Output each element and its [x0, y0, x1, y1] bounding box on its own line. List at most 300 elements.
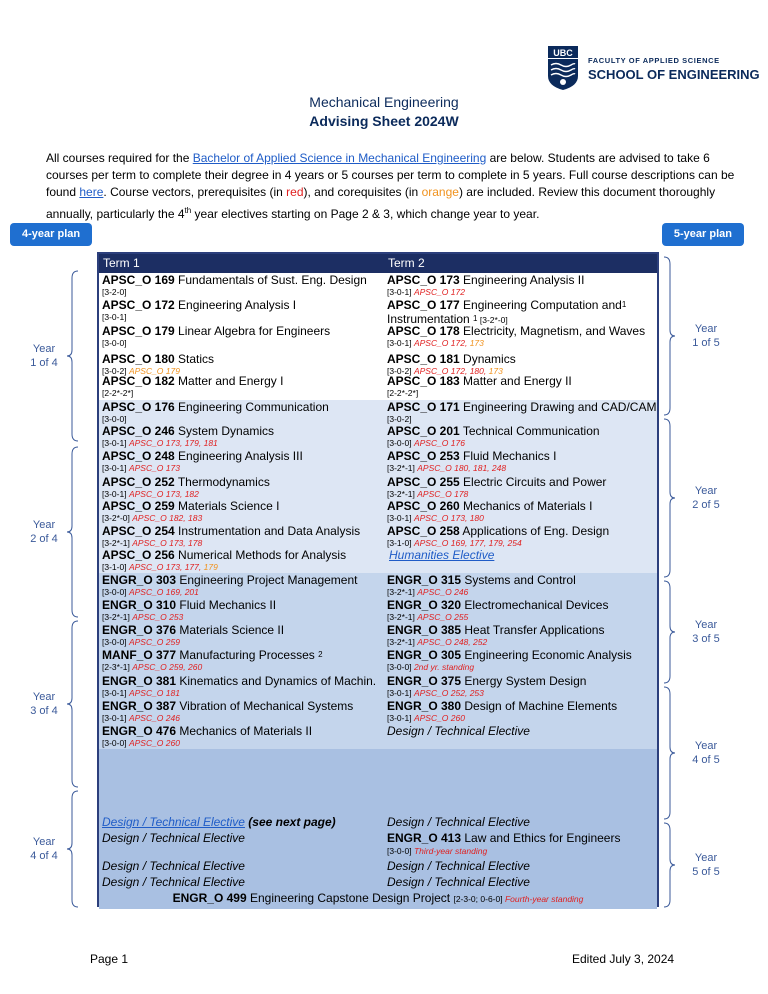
term1-course-cell — [102, 548, 382, 573]
intro-text: . Course vectors, prerequisites (in — [103, 185, 287, 200]
course-meta — [102, 463, 382, 474]
course-title — [102, 724, 382, 738]
page-subtitle: Advising Sheet 2024W — [309, 113, 459, 129]
logo-school-text: SCHOOL OF ENGINEERING — [588, 67, 760, 82]
course-code: APSC_O 255 — [387, 475, 460, 489]
course-code: MANF_O 377 — [102, 648, 177, 662]
course-meta — [387, 637, 657, 648]
course-title — [387, 499, 657, 513]
course-vector: [3-0-2] — [387, 366, 414, 376]
course-name: Mechanics of Materials II — [176, 724, 313, 738]
course-title — [387, 674, 657, 688]
course-code: ENGR_O 305 — [387, 648, 462, 662]
brace-icon — [662, 256, 676, 416]
corequisites: 173 — [488, 366, 503, 376]
course-code: APSC_O 183 — [387, 374, 460, 388]
year-bracket — [662, 822, 676, 908]
course-title — [387, 400, 657, 414]
course-vector: [3-0-1] — [102, 438, 129, 448]
brace-icon — [662, 418, 676, 578]
course-name: Technical Communication — [459, 424, 600, 438]
prerequisites: APSC_O 259, 260 — [132, 662, 203, 672]
humanities-elective-link[interactable]: Humanities Elective — [389, 548, 495, 562]
year-bracket — [662, 418, 676, 578]
term2-course-cell — [387, 324, 657, 349]
course-title — [387, 598, 657, 612]
prerequisites: APSC_O 172 — [413, 287, 465, 297]
course-meta — [102, 388, 382, 399]
page-number: Page 1 — [90, 952, 129, 966]
course-title — [387, 324, 657, 338]
course-code: APSC_O 253 — [387, 449, 460, 463]
prerequisites: APSC_O 169, 177, 179, 254 — [413, 538, 522, 548]
course-vector: [3-2*-1] — [387, 637, 418, 647]
term1-course-cell — [102, 324, 382, 349]
course-code: ENGR_O 320 — [387, 598, 462, 612]
brace-icon — [66, 790, 80, 908]
intro-text: ) are included. Review this document thoroughly annually, particularly the 4 — [46, 185, 716, 221]
course-code: APSC_O 254 — [102, 524, 175, 538]
course-name: Instrumentation and Data Analysis — [174, 524, 361, 538]
table-header — [99, 254, 657, 273]
course-code: ENGR_O 380 — [387, 699, 462, 713]
course-vector: [3-0-0] — [102, 338, 127, 348]
prerequisites: APSC_O 173, 182 — [128, 489, 199, 499]
course-name: Engineering Project Management — [176, 573, 358, 587]
brace-icon — [662, 686, 676, 820]
course-vector: [3-2*-1] — [387, 612, 418, 622]
course-title — [387, 648, 657, 662]
term2-course-cell — [387, 374, 657, 399]
course-descriptions-link[interactable]: here — [79, 185, 104, 200]
course-title — [102, 598, 382, 612]
ubc-logo — [548, 46, 760, 94]
course-code: APSC_O 248 — [102, 449, 175, 463]
prerequisites: APSC_O 173, 179, 181 — [128, 438, 218, 448]
term1-course-cell — [102, 598, 382, 623]
course-code: APSC_O 260 — [387, 499, 460, 513]
prerequisites: APSC_O 182, 183 — [132, 513, 203, 523]
course-meta — [102, 612, 382, 623]
course-title — [387, 475, 657, 489]
course-vector: [3-0-0] — [387, 438, 414, 448]
prerequisites: APSC_O 246 — [417, 587, 469, 597]
term1-course-cell — [102, 374, 382, 399]
brace-icon — [66, 270, 80, 442]
year-label: Year 1 of 4 — [30, 343, 58, 369]
course-title — [102, 648, 382, 662]
capstone-row — [99, 891, 657, 906]
elective-text: Design / Technical Elective — [102, 831, 245, 845]
course-vector: [3-0-1] — [387, 513, 414, 523]
course-title — [102, 324, 382, 338]
course-meta — [102, 287, 382, 298]
course-meta — [102, 312, 382, 323]
course-vector: [3-0-0] — [102, 637, 129, 647]
prerequisites: APSC_O 260 — [128, 738, 180, 748]
course-code: APSC_O 181 — [387, 352, 460, 366]
humanities-elective-link — [387, 548, 657, 562]
course-meta — [387, 463, 657, 474]
prerequisites: APSC_O 178 — [417, 489, 469, 499]
course-title — [387, 524, 657, 538]
year-label: Year 3 of 5 — [692, 619, 720, 645]
course-name: Fluid Mechanics II — [176, 598, 277, 612]
course-code: ENGR_O 499 — [172, 891, 247, 905]
design-technical-elective-link[interactable]: Design / Technical Elective — [102, 815, 245, 829]
course-meta — [102, 338, 382, 349]
course-meta — [387, 388, 657, 399]
course-title — [102, 548, 382, 562]
course-title — [387, 699, 657, 713]
term1-course-cell — [102, 648, 382, 673]
course-name: Matter and Energy II — [459, 374, 572, 388]
prerequisites: APSC_O 169, 201 — [128, 587, 199, 597]
intro-text: ), and corequisites (in — [303, 185, 422, 200]
course-code: APSC_O 201 — [387, 424, 460, 438]
course-name: Instrumentation — [387, 312, 474, 326]
course-meta — [387, 287, 657, 298]
course-name: Heat Transfer Applications — [461, 623, 605, 637]
course-code: ENGR_O 413 — [387, 831, 462, 845]
prerequisites: APSC_O 176 — [413, 438, 465, 448]
course-title — [102, 699, 382, 713]
year-bracket — [662, 686, 676, 820]
course-title — [102, 674, 382, 688]
course-code: APSC_O 176 — [102, 400, 175, 414]
course-name: Statics — [174, 352, 215, 366]
year-label: Year 1 of 5 — [692, 323, 720, 349]
footnote-marker: 2 — [318, 650, 323, 659]
course-code: APSC_O 169 — [102, 273, 175, 287]
course-name: Electric Circuits and Power — [459, 475, 607, 489]
course-vector: [3-0-1] — [102, 713, 129, 723]
course-meta — [102, 713, 382, 724]
elective-text: Design / Technical Elective — [387, 724, 530, 738]
course-name: System Dynamics — [174, 424, 275, 438]
term1-course-cell — [102, 400, 382, 425]
course-meta — [102, 587, 382, 598]
course-vector: [3-2*-1] — [387, 489, 418, 499]
course-title — [102, 449, 382, 463]
course-meta — [387, 713, 657, 724]
course-code: ENGR_O 376 — [102, 623, 177, 637]
course-name: Engineering Computation and — [459, 298, 622, 312]
term2-course-cell — [387, 273, 657, 298]
course-name: Materials Science I — [174, 499, 280, 513]
year-label: Year 4 of 5 — [692, 740, 720, 766]
course-vector: [3-0-1] — [102, 489, 129, 499]
superscript: th — [184, 205, 192, 215]
term2-course-cell — [387, 648, 657, 673]
course-vector: [3-1-0] — [387, 538, 414, 548]
year-bracket — [662, 580, 676, 684]
brace-icon — [66, 446, 80, 618]
course-code: APSC_O 177 — [387, 298, 460, 312]
prerequisites: APSC_O 181 — [128, 688, 180, 698]
course-vector: [2-3*-1] — [102, 662, 133, 672]
term2-course-cell — [387, 623, 657, 648]
course-name: Engineering Drawing and CAD/CAM — [459, 400, 657, 414]
course-vector: [3-2*-1] — [387, 463, 418, 473]
course-name: Fundamentals of Sust. Eng. Design — [174, 273, 367, 287]
prerequisites: APSC_O 260 — [413, 713, 465, 723]
year-bracket — [66, 790, 80, 908]
course-meta — [102, 513, 382, 524]
prerequisites: APSC_O 173, 178 — [132, 538, 203, 548]
term2-course-cell — [387, 524, 657, 549]
course-vector: [3-0-1] — [102, 312, 127, 322]
course-name: Electromechanical Devices — [461, 598, 609, 612]
course-title — [102, 273, 382, 287]
course-vector: [3-2*-0] — [102, 513, 133, 523]
course-meta — [102, 562, 382, 573]
course-title — [102, 374, 382, 388]
elective-text: Design / Technical Elective — [102, 875, 245, 889]
year-bracket — [66, 446, 80, 618]
course-meta — [387, 587, 657, 598]
course-name: Mechanics of Materials I — [459, 499, 593, 513]
course-code: APSC_O 256 — [102, 548, 175, 562]
course-code: APSC_O 179 — [102, 324, 175, 338]
course-title — [387, 831, 620, 845]
course-table — [97, 252, 659, 907]
prerequisites: APSC_O 172, 180, — [413, 366, 489, 376]
intro-text: All courses required for the — [46, 151, 193, 165]
course-vector: [3-0-1] — [387, 688, 414, 698]
course-code: APSC_O 180 — [102, 352, 175, 366]
course-code: APSC_O 258 — [387, 524, 460, 538]
brace-icon — [662, 580, 676, 684]
course-title — [102, 400, 382, 414]
term1-course-cell — [102, 573, 382, 598]
course-vector: [3-0-1] — [102, 688, 129, 698]
term1-course-cell — [102, 674, 382, 699]
course-title — [387, 424, 657, 438]
term2-course-cell — [387, 548, 657, 562]
course-vector: [2-2*-2*] — [102, 388, 134, 398]
elective-text: Design / Technical Elective — [102, 859, 245, 873]
intro-text: year electives starting on Page 2 & 3, which change year to year. — [191, 206, 540, 221]
year-label: Year 2 of 4 — [30, 519, 58, 545]
course-vector: [3-0-2] — [387, 414, 412, 424]
corequisites: 179 — [203, 562, 218, 572]
term2-course-cell — [387, 598, 657, 623]
course-code: ENGR_O 315 — [387, 573, 462, 587]
term1-course-cell — [102, 273, 382, 298]
term2-header: Term 2 — [388, 256, 425, 270]
course-name: Applications of Eng. Design — [459, 524, 610, 538]
course-name: Engineering Capstone Design Project — [246, 891, 454, 905]
course-code: APSC_O 172 — [102, 298, 175, 312]
term1-course-cell — [102, 424, 382, 449]
course-name: Materials Science II — [176, 623, 285, 637]
course-vector: [3-0-0] — [102, 587, 129, 597]
year-label: Year 5 of 5 — [692, 852, 720, 878]
course-vector: [3-0-0] — [387, 662, 414, 672]
course-title — [387, 352, 657, 366]
prerequisites: APSC_O 252, 253 — [413, 688, 484, 698]
prerequisites: APSC_O 246 — [128, 713, 180, 723]
prerequisites: APSC_O 248, 252 — [417, 637, 488, 647]
term1-course-cell — [102, 449, 382, 474]
course-vector: [3-2-0] — [102, 287, 127, 297]
term1-course-cell — [102, 699, 382, 724]
prerequisites: APSC_O 180, 181, 248 — [417, 463, 507, 473]
term2-course-cell — [387, 699, 657, 724]
corequisites: APSC_O 179 — [128, 366, 180, 376]
svg-text:UBC: UBC — [553, 48, 573, 58]
course-meta — [387, 513, 657, 524]
course-vector: [3-2*-0] — [477, 315, 508, 325]
corequisites: 173 — [469, 338, 484, 348]
course-vector: [3-0-0] — [102, 414, 127, 424]
brace-icon — [662, 822, 676, 908]
course-name: Thermodynamics — [174, 475, 270, 489]
course-code: APSC_O 246 — [102, 424, 175, 438]
course-code: APSC_O 252 — [102, 475, 175, 489]
year-label: Year 3 of 4 — [30, 691, 58, 717]
course-code: ENGR_O 387 — [102, 699, 177, 713]
course-name: Engineering Analysis III — [174, 449, 303, 463]
intro-paragraph — [46, 150, 736, 223]
term2-course-cell — [387, 573, 657, 598]
term2-course-cell — [387, 724, 657, 738]
course-name: Engineering Analysis II — [459, 273, 585, 287]
course-name: Vibration of Mechanical Systems — [176, 699, 354, 713]
course-vector: [2-3-0; 0-6-0] — [453, 894, 505, 904]
program-link[interactable]: Bachelor of Applied Science in Mechanical Engineering — [192, 151, 487, 165]
course-title — [102, 524, 382, 538]
course-vector: [3-2*-1] — [387, 587, 418, 597]
course-meta — [102, 438, 382, 449]
course-title — [387, 298, 657, 312]
elective-row — [102, 815, 336, 829]
course-vector: [3-2*-1] — [102, 538, 133, 548]
year-bracket — [66, 620, 80, 788]
coreq-color-word: orange — [421, 185, 459, 200]
course-code: ENGR_O 385 — [387, 623, 462, 637]
course-title — [387, 573, 657, 587]
course-name: Electricity, Magnetism, and Waves — [459, 324, 646, 338]
course-meta — [387, 612, 657, 623]
course-title — [102, 573, 382, 587]
prerequisites: APSC_O 253 — [132, 612, 184, 622]
term2-course-cell — [387, 298, 657, 327]
course-vector: [3-2*-1] — [102, 612, 133, 622]
course-vector: [3-0-2] — [102, 366, 129, 376]
course-name: Fluid Mechanics I — [459, 449, 557, 463]
course-name: Systems and Control — [461, 573, 576, 587]
prerequisites: Fourth-year standing — [504, 894, 584, 904]
edited-date: Edited July 3, 2024 — [572, 952, 675, 966]
elective-text: Design / Technical Elective — [387, 815, 530, 829]
course-title — [102, 475, 382, 489]
course-code: ENGR_O 476 — [102, 724, 177, 738]
course-title — [102, 352, 382, 366]
course-name: Design of Machine Elements — [461, 699, 618, 713]
course-name: Matter and Energy I — [174, 374, 284, 388]
term1-course-cell — [102, 524, 382, 549]
course-code: APSC_O 259 — [102, 499, 175, 513]
logo-faculty-text: FACULTY OF APPLIED SCIENCE — [588, 56, 720, 65]
course-vector: [3-0-1] — [387, 287, 414, 297]
term1-course-cell — [102, 623, 382, 648]
term2-course-cell — [387, 475, 657, 500]
prerequisites: APSC_O 173 — [128, 463, 180, 473]
course-code: ENGR_O 310 — [102, 598, 177, 612]
course-vector: [3-0-0] — [387, 846, 414, 856]
intro-text: are below. Students are advised to take 6 courses per term to complete their degree in 4 years or 5 courses per term to complete in 5 years. Full course descriptions can be found — [46, 151, 735, 200]
course-meta — [387, 846, 487, 857]
page-title: Mechanical Engineering — [309, 94, 459, 110]
course-meta — [387, 688, 657, 699]
course-code: APSC_O 173 — [387, 273, 460, 287]
course-meta — [102, 688, 382, 699]
course-title — [102, 298, 382, 312]
prerequisites: 2nd yr. standing — [413, 662, 475, 672]
course-vector: [3-0-0] — [102, 738, 129, 748]
five-year-plan-badge: 5-year plan — [662, 223, 744, 246]
course-name: Energy System Design — [461, 674, 587, 688]
year-bracket — [662, 256, 676, 416]
course-code: ENGR_O 381 — [102, 674, 177, 688]
four-year-plan-badge: 4-year plan — [10, 223, 92, 246]
term1-course-cell — [102, 298, 382, 323]
term2-course-cell — [387, 449, 657, 474]
year-bracket — [66, 270, 80, 442]
course-name: Linear Algebra for Engineers — [174, 324, 331, 338]
prerequisites: APSC_O 173, 177, — [128, 562, 204, 572]
course-vector: [3-0-1] — [102, 463, 129, 473]
prerequisites: APSC_O 172, — [413, 338, 470, 348]
course-name: Dynamics — [459, 352, 516, 366]
course-code: APSC_O 182 — [102, 374, 175, 388]
ubc-shield-icon — [548, 46, 578, 90]
course-meta — [102, 637, 382, 648]
course-title — [102, 499, 382, 513]
footnote-marker: 1 — [473, 314, 478, 323]
course-title — [387, 623, 657, 637]
elective-note: (see next page) — [244, 815, 336, 829]
course-title — [387, 273, 657, 287]
course-vector: [3-1-0] — [102, 562, 129, 572]
term1-header: Term 1 — [103, 256, 140, 270]
course-vector: [3-0-1] — [387, 338, 414, 348]
course-meta — [102, 662, 382, 673]
course-code: APSC_O 178 — [387, 324, 460, 338]
term1-course-cell — [102, 499, 382, 524]
term1-course-cell — [102, 475, 382, 500]
year-label: Year 4 of 4 — [30, 836, 58, 862]
course-meta — [102, 738, 382, 749]
course-code: ENGR_O 375 — [387, 674, 462, 688]
term2-course-cell — [387, 400, 657, 425]
elective-text: Design / Technical Elective — [387, 875, 530, 889]
course-vector: [2-2*-2*] — [387, 388, 419, 398]
course-code: ENGR_O 303 — [102, 573, 177, 587]
term1-course-cell — [102, 724, 382, 749]
course-code: APSC_O 171 — [387, 400, 460, 414]
course-name: Engineering Economic Analysis — [461, 648, 632, 662]
year-label: Year 2 of 5 — [692, 485, 720, 511]
course-meta — [387, 662, 657, 673]
prerequisites: APSC_O 259 — [128, 637, 180, 647]
prerequisites: APSC_O 255 — [417, 612, 469, 622]
course-title — [387, 449, 657, 463]
prerequisites: Third-year standing — [413, 846, 488, 856]
prerequisites: APSC_O 173, 180 — [413, 513, 484, 523]
